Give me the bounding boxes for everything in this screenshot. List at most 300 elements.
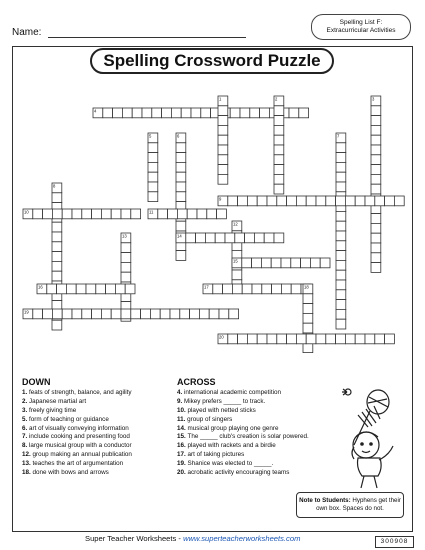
- crossword-cell[interactable]: [52, 261, 62, 271]
- badge-line-1: Spelling List F:: [339, 19, 383, 26]
- crossword-cell[interactable]: [247, 196, 257, 206]
- crossword-cell[interactable]: [326, 334, 336, 344]
- crossword-cell[interactable]: [336, 231, 346, 241]
- crossword-cell[interactable]: [125, 284, 135, 294]
- crossword-cell[interactable]: [336, 182, 346, 192]
- across-clue: [177, 433, 309, 442]
- crossword-cell[interactable]: [190, 309, 200, 319]
- crossword-cell[interactable]: [394, 196, 404, 206]
- crossword-cell[interactable]: [201, 108, 211, 118]
- clue-text: Shanice was elected to _____.: [187, 460, 274, 468]
- crossword-cell[interactable]: [148, 182, 158, 192]
- clue-text: form of teaching or guidance: [29, 415, 109, 423]
- crossword-cell[interactable]: [371, 233, 381, 243]
- cell-number: 4: [94, 108, 97, 114]
- crossword-cell[interactable]: [303, 313, 313, 323]
- crossword-cell[interactable]: [336, 241, 346, 251]
- cell-number: 9: [219, 196, 222, 202]
- crossword-cell[interactable]: [296, 196, 306, 206]
- crossword-cell[interactable]: [371, 263, 381, 273]
- down-clue: [22, 398, 132, 407]
- crossword-cell[interactable]: [267, 196, 277, 206]
- crossword-cell[interactable]: [272, 284, 282, 294]
- crossword-cell[interactable]: [274, 155, 284, 165]
- crossword-cell[interactable]: [274, 145, 284, 155]
- crossword-cell[interactable]: [52, 232, 62, 242]
- crossword-cell[interactable]: [281, 258, 291, 268]
- crossword-cell[interactable]: [274, 135, 284, 145]
- crossword-cell[interactable]: [111, 209, 121, 219]
- crossword-cell[interactable]: [289, 108, 299, 118]
- crossword-cell[interactable]: [186, 233, 196, 243]
- crossword-cell[interactable]: [158, 209, 168, 219]
- clue-text: musical group playing one genre: [187, 424, 279, 432]
- cell-number: 1: [219, 96, 222, 102]
- crossword-cell[interactable]: [345, 334, 355, 344]
- down-clue: [22, 416, 132, 425]
- clue-text: art of taking pictures: [187, 451, 245, 459]
- crossword-cell[interactable]: [228, 334, 238, 344]
- crossword-cell[interactable]: [72, 309, 82, 319]
- clue-number: 10.: [177, 406, 188, 414]
- crossword-cell[interactable]: [43, 209, 53, 219]
- crossword-cell[interactable]: [242, 284, 252, 294]
- crossword-cell[interactable]: [336, 196, 346, 206]
- crossword-cell[interactable]: [336, 143, 346, 153]
- clue-number: 7.: [22, 433, 30, 441]
- crossword-cell[interactable]: [52, 320, 62, 330]
- down-clue: [22, 469, 132, 478]
- clue-text: include cooking and presenting food: [29, 433, 130, 441]
- crossword-cell[interactable]: [326, 196, 336, 206]
- crossword-cell[interactable]: [235, 233, 245, 243]
- crossword-cell[interactable]: [299, 108, 309, 118]
- clue-number: 18.: [22, 469, 33, 477]
- across-clue: [177, 398, 309, 407]
- across-clue: [177, 416, 309, 425]
- crossword-cell[interactable]: [365, 334, 375, 344]
- crossword-cell[interactable]: [291, 258, 301, 268]
- crossword-cell[interactable]: [76, 284, 86, 294]
- crossword-cell[interactable]: [141, 309, 151, 319]
- crossword-cell[interactable]: [345, 196, 355, 206]
- crossword-cell[interactable]: [371, 214, 381, 224]
- crossword-cell[interactable]: [310, 258, 320, 268]
- across-clue: [177, 442, 309, 451]
- crossword-cell[interactable]: [274, 233, 284, 243]
- clue-number: 2.: [22, 397, 30, 405]
- crossword-cell[interactable]: [277, 334, 287, 344]
- crossword-cell[interactable]: [355, 196, 365, 206]
- clue-text: acrobatic activity encouraging teams: [187, 469, 290, 477]
- crossword-cell[interactable]: [213, 284, 223, 294]
- crossword-cell[interactable]: [47, 284, 57, 294]
- crossword-cell[interactable]: [371, 184, 381, 194]
- crossword-cell[interactable]: [371, 253, 381, 263]
- crossword-cell[interactable]: [176, 162, 186, 172]
- crossword-cell[interactable]: [218, 135, 228, 145]
- crossword-cell[interactable]: [336, 211, 346, 221]
- crossword-cell[interactable]: [86, 284, 96, 294]
- crossword-cell[interactable]: [191, 108, 201, 118]
- crossword-cell[interactable]: [148, 153, 158, 163]
- down-clue: [22, 442, 132, 451]
- crossword-cell[interactable]: [242, 258, 252, 268]
- crossword-cell[interactable]: [176, 192, 186, 202]
- crossword-cell[interactable]: [355, 334, 365, 344]
- crossword-cell[interactable]: [281, 284, 291, 294]
- crossword-cell[interactable]: [250, 108, 260, 118]
- worksheet-code: 300908: [375, 536, 414, 548]
- crossword-cell[interactable]: [113, 108, 123, 118]
- cell-number: 18: [304, 284, 309, 290]
- clue-number: 1.: [22, 388, 30, 396]
- clue-number: 11.: [177, 415, 188, 423]
- crossword-cell[interactable]: [261, 258, 271, 268]
- across-clue: [177, 425, 309, 434]
- clue-text: group making an annual publication: [32, 451, 132, 459]
- crossword-cell[interactable]: [176, 182, 186, 192]
- crossword-cell[interactable]: [207, 209, 217, 219]
- crossword-cell[interactable]: [252, 284, 262, 294]
- crossword-cell[interactable]: [385, 334, 395, 344]
- badge-line-2: Extracurricular Activities: [326, 27, 396, 34]
- clue-number: 17.: [177, 451, 188, 459]
- crossword-cell[interactable]: [274, 184, 284, 194]
- crossword-cell[interactable]: [209, 309, 219, 319]
- crossword-cell[interactable]: [306, 334, 316, 344]
- cell-number: 8: [53, 183, 56, 189]
- crossword-cell[interactable]: [33, 309, 43, 319]
- crossword-cell[interactable]: [131, 309, 141, 319]
- crossword-cell[interactable]: [148, 192, 158, 202]
- crossword-cell[interactable]: [218, 125, 228, 135]
- cell-number: 17: [204, 284, 209, 290]
- crossword-cell[interactable]: [336, 153, 346, 163]
- crossword-cell[interactable]: [171, 108, 181, 118]
- cell-number: 14: [177, 233, 182, 239]
- crossword-cell[interactable]: [264, 233, 274, 243]
- cell-number: 13: [122, 233, 127, 239]
- crossword-cell[interactable]: [260, 108, 270, 118]
- crossword-cell[interactable]: [336, 270, 346, 280]
- crossword-cell[interactable]: [375, 196, 385, 206]
- across-heading: ACROSS: [177, 377, 216, 387]
- crossword-cell[interactable]: [230, 108, 240, 118]
- cell-number: 7: [337, 133, 340, 139]
- crossword-cell[interactable]: [62, 209, 72, 219]
- down-clue: [22, 407, 132, 416]
- crossword-cell[interactable]: [223, 284, 233, 294]
- crossword-cell[interactable]: [52, 309, 62, 319]
- crossword-cell[interactable]: [150, 309, 160, 319]
- crossword-cell[interactable]: [160, 309, 170, 319]
- crossword-cell[interactable]: [336, 300, 346, 310]
- crossword-cell[interactable]: [245, 233, 255, 243]
- cell-number: 12: [233, 221, 238, 227]
- crossword-cell[interactable]: [52, 222, 62, 232]
- note-label: Note to Students:: [299, 497, 351, 504]
- crossword-cell[interactable]: [252, 258, 262, 268]
- badminton-player-illustration: [318, 385, 410, 490]
- crossword-cell[interactable]: [96, 284, 106, 294]
- crossword-cell[interactable]: [217, 209, 227, 219]
- crossword-cell[interactable]: [92, 209, 102, 219]
- clue-text: art of visually conveying information: [29, 424, 129, 432]
- clue-text: played with rackets and a birdie: [187, 442, 276, 450]
- crossword-cell[interactable]: [148, 162, 158, 172]
- crossword-cell[interactable]: [371, 106, 381, 116]
- name-label: Name:: [12, 27, 42, 38]
- crossword-cell[interactable]: [232, 284, 242, 294]
- crossword-cell[interactable]: [267, 334, 277, 344]
- crossword-cell[interactable]: [274, 165, 284, 175]
- crossword-cell[interactable]: [371, 116, 381, 126]
- crossword-cell[interactable]: [371, 145, 381, 155]
- crossword-cell[interactable]: [336, 260, 346, 270]
- crossword-cell[interactable]: [176, 221, 186, 231]
- clue-text: freely giving time: [29, 406, 77, 414]
- crossword-cell[interactable]: [199, 309, 209, 319]
- crossword-cell[interactable]: [101, 309, 111, 319]
- crossword-cell[interactable]: [72, 209, 82, 219]
- puzzle-title: Spelling Crossword Puzzle: [90, 48, 334, 74]
- crossword-cell[interactable]: [219, 309, 229, 319]
- crossword-cell[interactable]: [238, 334, 248, 344]
- footer-brand: Super Teacher Worksheets -: [85, 534, 184, 543]
- clue-text: done with bows and arrows: [32, 469, 109, 477]
- crossword-cell[interactable]: [257, 196, 267, 206]
- crossword-cell[interactable]: [176, 172, 186, 182]
- clue-number: 20.: [177, 469, 188, 477]
- across-clue: [177, 407, 309, 416]
- clue-number: 12.: [22, 451, 33, 459]
- crossword-cell[interactable]: [176, 153, 186, 163]
- crossword-cell[interactable]: [375, 334, 385, 344]
- clue-number: 9.: [177, 397, 185, 405]
- crossword-cell[interactable]: [316, 334, 326, 344]
- crossword-cell[interactable]: [177, 209, 187, 219]
- clue-text: The _____ club's creation is solar powered.: [187, 433, 309, 441]
- crossword-cell[interactable]: [287, 334, 297, 344]
- crossword-cell[interactable]: [103, 108, 113, 118]
- crossword-cell[interactable]: [92, 309, 102, 319]
- crossword-cell[interactable]: [121, 309, 131, 319]
- crossword-cell[interactable]: [122, 108, 132, 118]
- crossword-cell[interactable]: [162, 108, 172, 118]
- crossword-cell[interactable]: [52, 252, 62, 262]
- crossword-cell[interactable]: [371, 243, 381, 253]
- across-clue: [177, 469, 309, 478]
- across-clue: [177, 460, 309, 469]
- crossword-cell[interactable]: [121, 209, 131, 219]
- crossword-cell[interactable]: [148, 172, 158, 182]
- down-clue: [22, 433, 132, 442]
- crossword-cell[interactable]: [148, 143, 158, 153]
- crossword-cell[interactable]: [232, 270, 242, 280]
- crossword-cell[interactable]: [240, 108, 250, 118]
- crossword-cell[interactable]: [336, 172, 346, 182]
- crossword-cell[interactable]: [57, 284, 67, 294]
- crossword-cell[interactable]: [238, 196, 248, 206]
- crossword-cell[interactable]: [303, 323, 313, 333]
- crossword-cell[interactable]: [306, 196, 316, 206]
- crossword-cell[interactable]: [218, 174, 228, 184]
- crossword-cell[interactable]: [218, 165, 228, 175]
- crossword-cell[interactable]: [371, 155, 381, 165]
- clue-number: 8.: [22, 442, 30, 450]
- cell-number: 20: [219, 334, 224, 340]
- crossword-cell[interactable]: [274, 106, 284, 116]
- crossword-cell[interactable]: [225, 233, 235, 243]
- cell-number: 5: [149, 133, 152, 139]
- crossword-cell[interactable]: [121, 262, 131, 272]
- crossword-cell[interactable]: [218, 116, 228, 126]
- crossword-cell[interactable]: [303, 343, 313, 353]
- footer-url[interactable]: www.superteacherworksheets.com: [183, 534, 301, 543]
- down-clues: [22, 378, 132, 478]
- crossword-cell[interactable]: [336, 290, 346, 300]
- crossword-cell[interactable]: [371, 125, 381, 135]
- clue-number: 3.: [22, 406, 30, 414]
- crossword-cell[interactable]: [62, 309, 72, 319]
- crossword-cell[interactable]: [43, 309, 53, 319]
- cell-number: 2: [275, 96, 278, 102]
- crossword-cell[interactable]: [218, 106, 228, 116]
- clue-text: international academic competition: [184, 388, 281, 396]
- crossword-cell[interactable]: [336, 319, 346, 329]
- crossword-cell[interactable]: [121, 272, 131, 282]
- crossword-cell[interactable]: [228, 196, 238, 206]
- note-text: Hyphens get their own box. Spaces do not.: [316, 497, 401, 512]
- crossword-cell[interactable]: [218, 155, 228, 165]
- crossword-cell[interactable]: [33, 209, 43, 219]
- crossword-cell[interactable]: [52, 242, 62, 252]
- crossword-cell[interactable]: [121, 243, 131, 253]
- clue-text: Mikey prefers _____ to track.: [184, 397, 266, 405]
- crossword-cell[interactable]: [52, 209, 62, 219]
- crossword-cell[interactable]: [371, 165, 381, 175]
- clue-text: teaches the art of argumentation: [32, 460, 124, 468]
- crossword-cell[interactable]: [187, 209, 197, 219]
- clue-number: 13.: [22, 460, 33, 468]
- clue-number: 15.: [177, 433, 188, 441]
- across-clue: [177, 451, 309, 460]
- crossword-cell[interactable]: [176, 143, 186, 153]
- across-clues: [177, 378, 309, 478]
- crossword-cell[interactable]: [142, 108, 152, 118]
- crossword-cell[interactable]: [82, 209, 92, 219]
- clue-number: 14.: [177, 424, 188, 432]
- crossword-cell[interactable]: [301, 258, 311, 268]
- cell-number: 11: [149, 209, 154, 215]
- crossword-cell[interactable]: [111, 309, 121, 319]
- crossword-cell[interactable]: [287, 196, 297, 206]
- crossword-cell[interactable]: [131, 209, 141, 219]
- crossword-cell[interactable]: [336, 280, 346, 290]
- cell-number: 6: [177, 133, 180, 139]
- cell-number: 15: [233, 258, 238, 264]
- crossword-cell[interactable]: [218, 145, 228, 155]
- clue-text: Japanese martial art: [29, 397, 87, 405]
- crossword-cell[interactable]: [271, 258, 281, 268]
- crossword-cell[interactable]: [320, 258, 330, 268]
- crossword-cell[interactable]: [180, 309, 190, 319]
- note-to-students: [296, 492, 404, 518]
- crossword-cell[interactable]: [316, 196, 326, 206]
- crossword-cell[interactable]: [254, 233, 264, 243]
- crossword-cell[interactable]: [274, 116, 284, 126]
- crossword-cell[interactable]: [365, 196, 375, 206]
- crossword-cell[interactable]: [196, 233, 206, 243]
- crossword-cell[interactable]: [181, 108, 191, 118]
- crossword-cell[interactable]: [371, 223, 381, 233]
- cell-number: 19: [24, 309, 29, 315]
- clue-text: played with netted sticks: [187, 406, 256, 414]
- crossword-cell[interactable]: [371, 174, 381, 184]
- crossword-cell[interactable]: [215, 233, 225, 243]
- down-heading: DOWN: [22, 377, 51, 387]
- crossword-cell[interactable]: [170, 309, 180, 319]
- crossword-cell[interactable]: [385, 196, 395, 206]
- crossword-cell[interactable]: [205, 233, 215, 243]
- crossword-cell[interactable]: [371, 135, 381, 145]
- crossword-cell[interactable]: [176, 251, 186, 261]
- crossword-cell[interactable]: [274, 125, 284, 135]
- crossword-cell[interactable]: [336, 251, 346, 261]
- clue-text: large musical group with a conductor: [29, 442, 132, 450]
- crossword-cell[interactable]: [336, 221, 346, 231]
- crossword-cell[interactable]: [336, 162, 346, 172]
- crossword-cell[interactable]: [52, 193, 62, 203]
- footer: [85, 534, 300, 543]
- crossword-cell[interactable]: [66, 284, 76, 294]
- crossword-cell[interactable]: [229, 309, 239, 319]
- crossword-cell[interactable]: [168, 209, 178, 219]
- down-clue: [22, 389, 132, 398]
- cell-number: 3: [372, 96, 375, 102]
- across-clue: [177, 389, 309, 398]
- crossword-cell[interactable]: [247, 334, 257, 344]
- down-clue: [22, 425, 132, 434]
- crossword-cell[interactable]: [303, 304, 313, 314]
- crossword-cell[interactable]: [101, 209, 111, 219]
- crossword-cell[interactable]: [296, 334, 306, 344]
- crossword-cell[interactable]: [152, 108, 162, 118]
- crossword-cell[interactable]: [291, 284, 301, 294]
- crossword-cell[interactable]: [262, 284, 272, 294]
- cell-number: 16: [38, 284, 43, 290]
- crossword-cell[interactable]: [257, 334, 267, 344]
- crossword-cell[interactable]: [336, 309, 346, 319]
- crossword-cell[interactable]: [115, 284, 125, 294]
- crossword-cell[interactable]: [132, 108, 142, 118]
- crossword-cell[interactable]: [274, 174, 284, 184]
- clue-text: group of singers: [187, 415, 233, 423]
- crossword-cell[interactable]: [336, 334, 346, 344]
- crossword-cell[interactable]: [121, 253, 131, 263]
- crossword-cell[interactable]: [52, 271, 62, 281]
- crossword-cell[interactable]: [106, 284, 116, 294]
- clue-number: 16.: [177, 442, 188, 450]
- crossword-cell[interactable]: [303, 294, 313, 304]
- clue-number: 6.: [22, 424, 30, 432]
- clue-text: feats of strength, balance, and agility: [29, 388, 132, 396]
- crossword-cell[interactable]: [82, 309, 92, 319]
- crossword-cell[interactable]: [277, 196, 287, 206]
- down-clue: [22, 460, 132, 469]
- crossword-cell[interactable]: [197, 209, 207, 219]
